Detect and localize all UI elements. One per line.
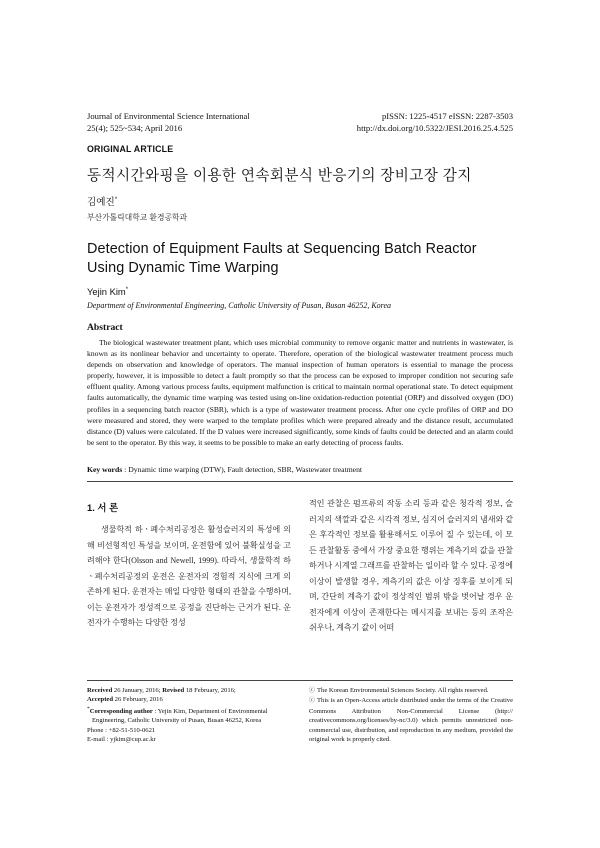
corresponding-text: : Yejin Kim, Department of Environmental Engineering, Catholic University of Pusan, Busan 46252, Korea [92,708,268,725]
body-column-right: 적인 관찰은 펌프류의 작동 소리 등과 같은 청각적 정보, 슬러지의 색깔과 같은 시각적 정보, 심지어 슬러지의 냄새와 같은 후각적인 정보를 활용해서도 이루어 질 수 있는데, 이 모든 관찰활동 중에서 가장 중요한 행위는 계측기의 값을 관찰하거나 시계열 그래프를 관찰하는 일이라 할 수 있다. 공정에 이상이 발생할 경우, 계측기의 값은 이상 징후를 보이게 되며, 간단히 계측기 값이 정상적인 범위 밖을 벗어날 경우 운전자에게 이상이 존재한다는 메시지를 보내는 등의 조작은 쉬우나, 계측기 값이 어떠 [309,499,513,632]
korean-title: 동적시간와핑을 이용한 연속회분식 반응기의 장비고장 감지 [87,168,472,184]
phone: Phone : +82-51-510-0621 [87,726,156,734]
corresponding-label: Corresponding author [89,708,153,715]
revised-date: 18 February, 2016; [184,687,236,694]
corresponding-mark: * [87,705,90,712]
copyright-icon: ⓒ [309,688,316,694]
korean-author [87,194,117,208]
english-affiliation: Department of Environmental Engineering, Catholic University of Pusan, Busan 46252, Korea [87,301,392,310]
accepted-date: 26 February, 2016 [113,696,163,704]
doi-link[interactable]: http://dx.doi.org/10.5322/JESI.2016.25.4.525 [356,122,513,133]
body-column-left: 생물학적 하ㆍ폐수처리공정은 활성슬러지의 특성에 의해 비선형적인 특성을 보이며, 운전함에 있어 불확실성을 고려해야 한다(Olsson and Newell, 1999). 따라서, 생물학적 하ㆍ폐수처리공정의 운전은 운전자의 경험적 지식에 크게 의존하게 된다. 운전자는 매일 다양한 형태의 관찰을 수행하며, 이는 운전자가 정성적으로 공정을 진단하는 근거가 된다. 운전자가 수행하는 다양한 정성 [87,525,291,627]
email[interactable]: E-mail : yjkim@cup.ac.kr [87,736,156,744]
english-title: Detection of Equipment Faults at Sequencing Batch Reactor Using Dynamic Time Warping [87,241,477,276]
divider [87,481,513,482]
korean-affiliation: 부산가톨릭대학교 환경공학과 [87,213,188,222]
korean-author-name: 김예진 [87,197,115,208]
abstract-heading: Abstract [87,322,123,333]
keywords-label: Key words [87,465,123,474]
license-line [309,696,513,744]
corresponding-mark: * [114,196,118,203]
accepted-label: Accepted [87,696,113,704]
received-line [87,686,297,695]
english-author [87,286,128,297]
issn: pISSN: 1225-4517 eISSN: 2287-3503 [381,111,513,121]
keywords [87,465,513,474]
volume-pages: 25(4); 525~534; April 2016 [87,122,183,133]
copyright-text: The Korean Environmental Sciences Society. All rights reserved. [317,687,489,694]
revised-label: Revised [162,687,185,694]
copyright-line [309,686,513,696]
cc-icon: ⓒ [309,698,316,705]
english-author-name: Yejin Kim [87,286,126,297]
accepted-line [87,695,297,704]
footnote-left [87,686,297,745]
corresponding-author [87,705,297,726]
abstract-body: The biological wastewater treatment plant, which uses microbial community to remove organic matter and nutrients in wastewater, is known as its nonlinear behavior and uncertainty to operate. Therefore, operation of the biological wastewater treatment process much depends on observation and knowledge of operators. The manual inspection of human operators is essential to manage the process properly, however, it is impossible to detect a fault promptly so that the process can be exposed to improper condition not securing safe effluent quality. Among various process faults, equipment malfunction is critical to maintain normal operational state. To detect equipment faults automatically, the dynamic time warping was tested using on-line oxidation-reduction potential (ORP) and dissolved oxygen (DO) profiles in a sequencing batch reactor (SBR), which is a type of wastewater treatment process. After one cycle profiles of ORP and DO were measured and stored, they were warped to the template profiles which were prepared already and the distance result, accumulated distance (D) values were calculated. If the D values were increased significantly, some kinds of faults could be detected and an alarm could be sent to the operator. By this way, it seems to be possible to make an early detecting of process faults. [87,338,513,447]
keywords-text: : Dynamic time warping (DTW), Fault detection, SBR, Wastewater treatment [122,465,363,474]
journal-name: Journal of Environmental Science International [87,111,250,121]
received-label: Received [87,687,113,694]
journal-citation [87,111,250,134]
footnote-right [309,686,513,744]
journal-identifiers [357,111,513,134]
section-heading: 1. 서 론 [87,502,119,513]
corresponding-mark: * [125,286,129,293]
license-text: This is an Open-Access article distributed under the terms of the Creative Commons Attribution Non-Commercial License (http:// creativecommons.org/licenses/by-nc/3.0) which permits unrestricted non-commercial use, distribution, and reproduction in any medium, provided the original work is properly cited. [309,697,513,744]
footnote-divider [87,680,513,681]
received-date: 26 January, 2016; [112,687,163,694]
article-type: ORIGINAL ARTICLE [87,144,174,154]
